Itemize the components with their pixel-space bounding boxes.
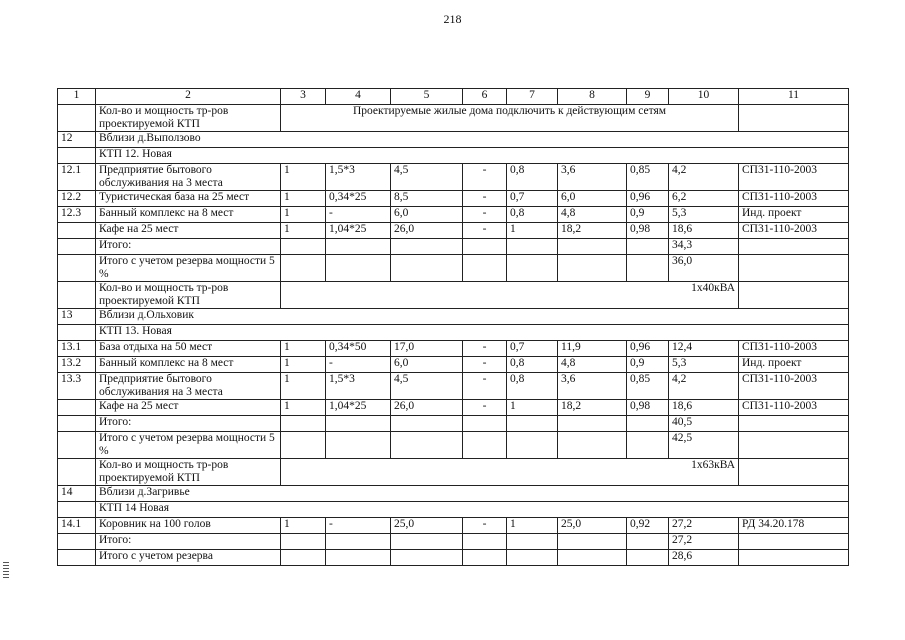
cell-col-10: 4,2 <box>669 373 739 400</box>
table-row <box>58 486 849 502</box>
cell-col-8 <box>558 432 627 459</box>
cell-col-1: 13.3 <box>58 373 96 400</box>
cell-col-8: 3,6 <box>558 373 627 400</box>
cell-col-5 <box>391 432 463 459</box>
cell-col-7 <box>507 534 558 550</box>
cell-col-8: 6,0 <box>558 191 627 207</box>
cell-col-11: СП31-110-2003 <box>739 373 849 400</box>
cell-col-7: 0,8 <box>507 164 558 191</box>
cell-col-11: СП31-110-2003 <box>739 164 849 191</box>
cell-col-11 <box>739 282 849 309</box>
cell-col-4: 1,04*25 <box>326 400 391 416</box>
cell-col-9 <box>627 416 669 432</box>
cell-col-1: 12.2 <box>58 191 96 207</box>
cell-col-10: 28,6 <box>669 550 739 566</box>
cell-col-6 <box>463 534 507 550</box>
cell-col-5: 25,0 <box>391 518 463 534</box>
cell-col-3 <box>281 550 326 566</box>
cell-col-11 <box>739 432 849 459</box>
cell-col-8 <box>558 416 627 432</box>
cell-col-10: 34,3 <box>669 239 739 255</box>
header-col-5: 5 <box>391 89 463 105</box>
header-col-4: 4 <box>326 89 391 105</box>
cell-col-7: 0,8 <box>507 373 558 400</box>
section-title: Вблизи д.Ольховик <box>96 309 849 325</box>
cell-col-7: 0,7 <box>507 341 558 357</box>
cell-col-9 <box>627 534 669 550</box>
cell-col-3 <box>281 239 326 255</box>
cell-col-5: 17,0 <box>391 341 463 357</box>
merged-note: Проектируемые жилые дома подключить к действующим сетям <box>281 105 739 132</box>
cell-col-11 <box>739 550 849 566</box>
cell-col-5 <box>391 416 463 432</box>
table-row <box>58 191 849 207</box>
cell-col-3: 1 <box>281 207 326 223</box>
cell-col-4 <box>326 432 391 459</box>
cell-col-4 <box>326 239 391 255</box>
table-row <box>58 282 849 309</box>
cell-col-4: - <box>326 518 391 534</box>
cell-col-10: 5,3 <box>669 207 739 223</box>
cell-col-1 <box>58 432 96 459</box>
cell-col-7 <box>507 239 558 255</box>
cell-col-8 <box>558 550 627 566</box>
section-title: Вблизи д.Загривье <box>96 486 849 502</box>
cell-col-1: 14.1 <box>58 518 96 534</box>
cell-col-8 <box>558 534 627 550</box>
cell-col-1: 12.1 <box>58 164 96 191</box>
cell-col-3: 1 <box>281 164 326 191</box>
cell-col-5 <box>391 239 463 255</box>
cell-col-8: 3,6 <box>558 164 627 191</box>
cell-col-10: 12,4 <box>669 341 739 357</box>
cell-col-6: - <box>463 223 507 239</box>
table-row <box>58 373 849 400</box>
table-row <box>58 325 849 341</box>
cell-col-7: 1 <box>507 518 558 534</box>
cell-col-1 <box>58 223 96 239</box>
header-col-1: 1 <box>58 89 96 105</box>
cell-col-6: - <box>463 164 507 191</box>
cell-col-1 <box>58 255 96 282</box>
table-row <box>58 164 849 191</box>
cell-col-4 <box>326 534 391 550</box>
cell-col-6 <box>463 432 507 459</box>
cell-col-1 <box>58 282 96 309</box>
cell-col-8 <box>558 239 627 255</box>
cell-col-10: 4,2 <box>669 164 739 191</box>
cell-col-7 <box>507 432 558 459</box>
cell-col-10: 6,2 <box>669 191 739 207</box>
cell-col-10: 18,6 <box>669 223 739 239</box>
cell-col-11: СП31-110-2003 <box>739 400 849 416</box>
cell-col-5 <box>391 255 463 282</box>
cell-col-1: 12.3 <box>58 207 96 223</box>
row-label: Итого: <box>96 416 281 432</box>
cell-col-8 <box>558 255 627 282</box>
cell-col-11: СП31-110-2003 <box>739 223 849 239</box>
cell-col-3: 1 <box>281 223 326 239</box>
cell-col-1 <box>58 534 96 550</box>
cell-col-10: 42,5 <box>669 432 739 459</box>
table-row <box>58 550 849 566</box>
cell-col-9: 0,92 <box>627 518 669 534</box>
row-label: Предприятие бытового обслуживания на 3 места <box>96 373 281 400</box>
cell-col-7: 0,7 <box>507 191 558 207</box>
cell-col-4: 1,5*3 <box>326 164 391 191</box>
cell-col-4: - <box>326 207 391 223</box>
section-number: 14 <box>58 486 96 502</box>
table-row <box>58 341 849 357</box>
cell-col-6: - <box>463 400 507 416</box>
cell-col-11: Инд. проект <box>739 357 849 373</box>
cell-col-11: Инд. проект <box>739 207 849 223</box>
cell-col-7 <box>507 255 558 282</box>
header-col-2: 2 <box>96 89 281 105</box>
table-row <box>58 400 849 416</box>
table-row <box>58 239 849 255</box>
header-col-11: 11 <box>739 89 849 105</box>
cell-col-9: 0,96 <box>627 191 669 207</box>
cell-col-4: - <box>326 357 391 373</box>
cell-col-5: 26,0 <box>391 223 463 239</box>
cell-col-5: 4,5 <box>391 373 463 400</box>
row-label: Банный комплекс на 8 мест <box>96 207 281 223</box>
cell-col-7: 0,8 <box>507 357 558 373</box>
header-col-7: 7 <box>507 89 558 105</box>
cell-col-1 <box>58 239 96 255</box>
cell-col-11 <box>739 255 849 282</box>
cell-col-9: 0,98 <box>627 223 669 239</box>
merged-note: 1х40кВА <box>281 282 739 309</box>
cell-col-9 <box>627 432 669 459</box>
cell-col-6 <box>463 239 507 255</box>
cell-col-9 <box>627 255 669 282</box>
cell-col-7 <box>507 550 558 566</box>
section-title: КТП 13. Новая <box>96 325 849 341</box>
header-col-3: 3 <box>281 89 326 105</box>
section-number <box>58 502 96 518</box>
cell-col-1 <box>58 459 96 486</box>
cell-col-5: 4,5 <box>391 164 463 191</box>
cell-col-8: 4,8 <box>558 357 627 373</box>
cell-col-7 <box>507 416 558 432</box>
header-col-8: 8 <box>558 89 627 105</box>
cell-col-9: 0,98 <box>627 400 669 416</box>
cell-col-6: - <box>463 191 507 207</box>
load-table <box>57 88 849 566</box>
row-label: Кол-во и мощность тр-ров проектируемой КТП <box>96 105 281 132</box>
table-row <box>58 132 849 148</box>
cell-col-6 <box>463 255 507 282</box>
cell-col-11 <box>739 459 849 486</box>
cell-col-11: СП31-110-2003 <box>739 191 849 207</box>
table-row <box>58 255 849 282</box>
cell-col-1 <box>58 400 96 416</box>
cell-col-6: - <box>463 518 507 534</box>
merged-note: 1х63кВА <box>281 459 739 486</box>
cell-col-1 <box>58 550 96 566</box>
cell-col-1 <box>58 105 96 132</box>
cell-col-8: 18,2 <box>558 400 627 416</box>
cell-col-10: 18,6 <box>669 400 739 416</box>
cell-col-10: 27,2 <box>669 534 739 550</box>
cell-col-3: 1 <box>281 373 326 400</box>
table-row <box>58 148 849 164</box>
cell-col-3 <box>281 416 326 432</box>
table-row <box>58 518 849 534</box>
cell-col-4: 0,34*25 <box>326 191 391 207</box>
cell-col-5: 8,5 <box>391 191 463 207</box>
cell-col-5 <box>391 534 463 550</box>
section-title: КТП 12. Новая <box>96 148 849 164</box>
cell-col-4: 0,34*50 <box>326 341 391 357</box>
table-row <box>58 432 849 459</box>
cell-col-10: 27,2 <box>669 518 739 534</box>
cell-col-9: 0,9 <box>627 207 669 223</box>
cell-col-3: 1 <box>281 357 326 373</box>
cell-col-6: - <box>463 373 507 400</box>
cell-col-11: СП31-110-2003 <box>739 341 849 357</box>
cell-col-6: - <box>463 207 507 223</box>
cell-col-8: 25,0 <box>558 518 627 534</box>
cell-col-8: 4,8 <box>558 207 627 223</box>
cell-col-6: - <box>463 341 507 357</box>
cell-col-3 <box>281 534 326 550</box>
cell-col-10: 36,0 <box>669 255 739 282</box>
cell-col-6: - <box>463 357 507 373</box>
table-row <box>58 416 849 432</box>
header-col-6: 6 <box>463 89 507 105</box>
cell-col-5: 6,0 <box>391 357 463 373</box>
header-row <box>58 89 849 105</box>
cell-col-11 <box>739 534 849 550</box>
table-row <box>58 459 849 486</box>
cell-col-1: 13.2 <box>58 357 96 373</box>
cell-col-4: 1,5*3 <box>326 373 391 400</box>
row-label: Итого с учетом резерва <box>96 550 281 566</box>
row-label: Итого: <box>96 239 281 255</box>
margin-marks <box>3 562 9 580</box>
row-label: База отдыха на 50 мест <box>96 341 281 357</box>
cell-col-11 <box>739 416 849 432</box>
cell-col-4 <box>326 550 391 566</box>
row-label: Коровник на 100 голов <box>96 518 281 534</box>
cell-col-4 <box>326 416 391 432</box>
cell-col-4: 1,04*25 <box>326 223 391 239</box>
row-label: Кол-во и мощность тр-ров проектируемой КТП <box>96 459 281 486</box>
cell-col-3 <box>281 432 326 459</box>
cell-col-5 <box>391 550 463 566</box>
row-label: Кафе на 25 мест <box>96 223 281 239</box>
row-label: Туристическая база на 25 мест <box>96 191 281 207</box>
table-row <box>58 502 849 518</box>
table-row <box>58 105 849 132</box>
section-number <box>58 148 96 164</box>
cell-col-11 <box>739 105 849 132</box>
cell-col-8: 11,9 <box>558 341 627 357</box>
page-number: 218 <box>443 12 462 26</box>
table-row <box>58 223 849 239</box>
cell-col-1 <box>58 416 96 432</box>
row-label: Итого с учетом резерва мощности 5 % <box>96 255 281 282</box>
table-row <box>58 207 849 223</box>
cell-col-11: РД 34.20.178 <box>739 518 849 534</box>
section-title: КТП 14 Новая <box>96 502 849 518</box>
row-label: Предприятие бытового обслуживания на 3 места <box>96 164 281 191</box>
cell-col-9: 0,85 <box>627 164 669 191</box>
cell-col-6 <box>463 550 507 566</box>
table-row <box>58 534 849 550</box>
cell-col-11 <box>739 239 849 255</box>
cell-col-3: 1 <box>281 191 326 207</box>
row-label: Итого с учетом резерва мощности 5 % <box>96 432 281 459</box>
cell-col-4 <box>326 255 391 282</box>
cell-col-10: 40,5 <box>669 416 739 432</box>
cell-col-9 <box>627 239 669 255</box>
cell-col-8: 18,2 <box>558 223 627 239</box>
cell-col-6 <box>463 416 507 432</box>
cell-col-5: 6,0 <box>391 207 463 223</box>
cell-col-5: 26,0 <box>391 400 463 416</box>
section-title: Вблизи д.Выползово <box>96 132 849 148</box>
cell-col-1: 13.1 <box>58 341 96 357</box>
header-col-10: 10 <box>669 89 739 105</box>
cell-col-7: 1 <box>507 223 558 239</box>
cell-col-3: 1 <box>281 400 326 416</box>
row-label: Кол-во и мощность тр-ров проектируемой КТП <box>96 282 281 309</box>
cell-col-3 <box>281 255 326 282</box>
cell-col-7: 1 <box>507 400 558 416</box>
table-row <box>58 357 849 373</box>
header-col-9: 9 <box>627 89 669 105</box>
cell-col-3: 1 <box>281 518 326 534</box>
cell-col-9: 0,9 <box>627 357 669 373</box>
section-number <box>58 325 96 341</box>
cell-col-7: 0,8 <box>507 207 558 223</box>
row-label: Банный комплекс на 8 мест <box>96 357 281 373</box>
table-row <box>58 309 849 325</box>
cell-col-10: 5,3 <box>669 357 739 373</box>
section-number: 13 <box>58 309 96 325</box>
cell-col-9 <box>627 550 669 566</box>
cell-col-3: 1 <box>281 341 326 357</box>
cell-col-9: 0,96 <box>627 341 669 357</box>
row-label: Итого: <box>96 534 281 550</box>
section-number: 12 <box>58 132 96 148</box>
row-label: Кафе на 25 мест <box>96 400 281 416</box>
cell-col-9: 0,85 <box>627 373 669 400</box>
